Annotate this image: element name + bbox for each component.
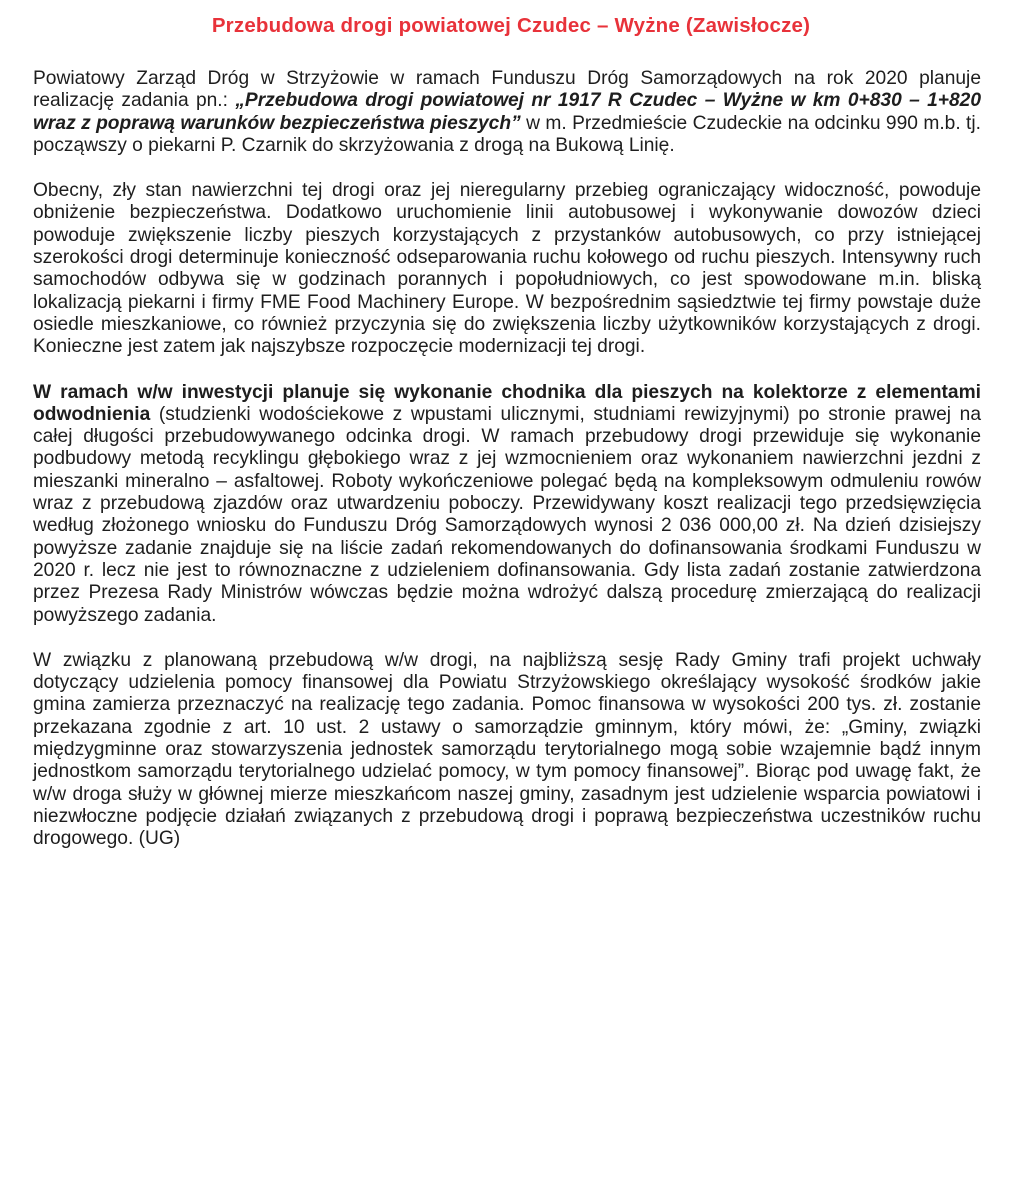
document-body — [33, 68, 981, 874]
scope-highlight: W ramach w/w inwestycji planuje się wykonanie chodnika dla pieszych na kolektorze z elementami odwodnienia — [33, 381, 981, 425]
intro-location: w m. Przedmieście Czudeckie na odcinku 990 m.b. tj. począwszy o piekarni P. Czarnik do skrzyżowania z drogą na Bukową Linię. — [33, 112, 981, 156]
task-name: „Przebudowa drogi powiatowej nr 1917 R Czudec – Wyżne w km 0+830 – 1+820 wraz z poprawą warunków bezpieczeństwa pieszych” — [33, 90, 981, 134]
document-title: Przebudowa drogi powiatowej Czudec – Wyżne (Zawisłocze) — [211, 14, 811, 37]
scope-details: (studzienki wodościekowe z wpustami ulicznymi, studniami rewizyjnymi) po stronie prawej na całej długości przebudowywanego odcinka drogi. W ramach przebudowy drogi przewiduje się wykonanie podbudowy metodą recyklingu głębokiego wraz z jej wzmocnieniem oraz wykonaniem nawierzchni jezdni z mieszanki mineralno – asfaltowej. Roboty wykończeniowe polegać będą na kompleksowym odmuleniu rowów wraz z przebudową zjazdów oraz utwardzeniu poboczy. Przewidywany koszt realizacji tego przedsięwzięcia według złożonego wniosku do Funduszu Dróg Samorządowych wynosi 2 036 000,00 zł. Na dzień dzisiejszy powyższe zadanie znajduje się na liście zadań rekomendowanych do dofinansowania środkami Funduszu w 2020 r. lecz nie jest to równoznaczne z udzieleniem dofinansowania. Gdy lista zadań zostanie zatwierdzona przez Prezesa Rady Ministrów wówczas będzie można wdrożyć dalszą procedurę zmierzającą do realizacji powyższego zadania. — [33, 403, 981, 626]
intro-text: Powiatowy Zarząd Dróg w Strzyżowie w ramach Funduszu Dróg Samorządowych na rok 2020 planuje realizację zadania pn.: — [33, 68, 981, 112]
paragraph-current-state: Obecny, zły stan nawierzchni tej drogi oraz jej nieregularny przebieg ograniczający widoczność, powoduje obniżenie bezpieczeństwa. Dodatkowo uruchomienie linii autobusowej i wykonywanie dowozów dzieci powoduje zwiększenie liczby pieszych korzystających z przystanków autobusowych, co przy istniejącej szerokości drogi determinuje konieczność odseparowania ruchu kołowego od ruchu pieszych. Intensywny ruch samochodów odbywa się w godzinach porannych i popołudniowych, co jest spowodowane m.in. bliską lokalizacją piekarni i firmy FME Food Machinery Europe. W bezpośrednim sąsiedztwie tej firmy powstaje duże osiedle mieszkaniowe, co również przyczynia się do zwiększenia liczby użytkowników korzystających z drogi. Konieczne jest zatem jak najszybsze rozpoczęcie modernizacji tej drogi. — [33, 180, 981, 358]
paragraph-intro — [33, 68, 981, 157]
paragraph-financing: W związku z planowaną przebudową w/w drogi, na najbliższą sesję Rady Gminy trafi projekt uchwały dotyczący udzielenia pomocy finansowej dla Powiatu Strzyżowskiego określający wysokość środków jakie gmina zamierza przeznaczyć na realizację tego zadania. Pomoc finansowa w wysokości 200 tys. zł. zostanie przekazana zgodnie z art. 10 ust. 2 ustawy o samorządzie gminnym, który mówi, że: „Gminy, związki międzygminne oraz stowarzyszenia jednostek samorządu terytorialnego mogą sobie wzajemnie bądź innym jednostkom samorządu terytorialnego udzielać pomocy, w tym pomocy finansowej”. Biorąc pod uwagę fakt, że w/w droga służy w głównej mierze mieszkańcom naszej gminy, zasadnym jest udzielenie wsparcia powiatowi i niezwłoczne podjęcie działań związanych z przebudową drogi i poprawą bezpieczeństwa uczestników ruchu drogowego. (UG) — [33, 649, 981, 850]
paragraph-scope — [33, 382, 981, 627]
